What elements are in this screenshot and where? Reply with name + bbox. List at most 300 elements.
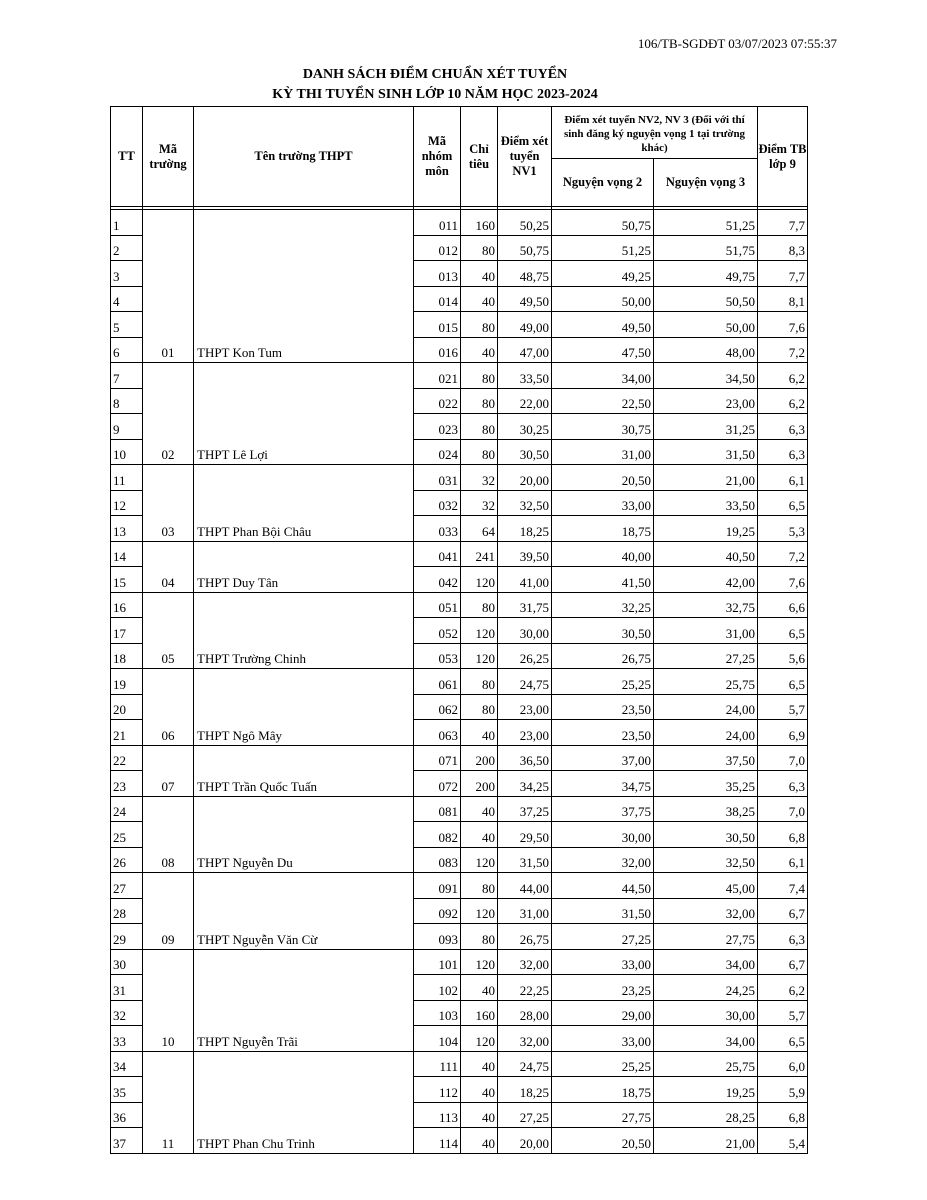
subject-group-code: 103 [414,1000,461,1026]
grade9-average: 7,2 [758,337,808,363]
quota: 80 [461,388,498,414]
quota: 200 [461,771,498,797]
row-number: 5 [111,312,143,338]
subject-group-code: 102 [414,975,461,1001]
score-nv2: 23,50 [552,694,654,720]
score-nv2: 27,75 [552,1102,654,1128]
grade9-average: 6,7 [758,949,808,975]
quota: 80 [461,439,498,465]
score-nv2: 23,25 [552,975,654,1001]
subject-group-code: 111 [414,1051,461,1077]
row-number: 37 [111,1128,143,1154]
quota: 32 [461,465,498,491]
grade9-average: 6,9 [758,720,808,746]
score-nv3: 50,50 [654,286,758,312]
school-code: 11 [143,1051,194,1153]
grade9-average: 7,4 [758,873,808,899]
quota: 32 [461,490,498,516]
quota: 80 [461,873,498,899]
score-nv2: 33,00 [552,490,654,516]
grade9-average: 5,3 [758,516,808,542]
score-nv2: 25,25 [552,1051,654,1077]
score-nv2: 34,75 [552,771,654,797]
score-nv1: 26,25 [498,643,552,669]
school-name: THPT Nguyễn Trãi [194,949,414,1051]
score-nv2: 34,00 [552,363,654,389]
header-chi-tieu: Chỉ tiêu [461,107,498,207]
row-number: 6 [111,337,143,363]
row-number: 28 [111,898,143,924]
quota: 80 [461,235,498,261]
score-nv3: 51,25 [654,210,758,236]
subject-group-code: 013 [414,261,461,287]
school-code: 08 [143,796,194,873]
school-code: 05 [143,592,194,669]
score-nv3: 34,00 [654,949,758,975]
grade9-average: 6,8 [758,1102,808,1128]
score-nv3: 23,00 [654,388,758,414]
row-number: 14 [111,541,143,567]
score-nv2: 29,00 [552,1000,654,1026]
subject-group-code: 062 [414,694,461,720]
row-number: 10 [111,439,143,465]
grade9-average: 6,3 [758,439,808,465]
score-nv3: 30,50 [654,822,758,848]
score-nv3: 25,75 [654,1051,758,1077]
score-nv1: 39,50 [498,541,552,567]
row-number: 30 [111,949,143,975]
score-nv2: 51,25 [552,235,654,261]
table-row [111,541,808,567]
quota: 40 [461,796,498,822]
score-nv2: 37,75 [552,796,654,822]
score-nv1: 34,25 [498,771,552,797]
score-nv3: 31,00 [654,618,758,644]
grade9-average: 6,3 [758,924,808,950]
row-number: 1 [111,210,143,236]
grade9-average: 6,3 [758,414,808,440]
score-nv2: 50,00 [552,286,654,312]
score-nv2: 30,50 [552,618,654,644]
row-number: 23 [111,771,143,797]
header-nv2: Nguyện vọng 2 [552,159,654,207]
score-nv3: 51,75 [654,235,758,261]
score-nv1: 22,00 [498,388,552,414]
grade9-average: 7,6 [758,567,808,593]
quota: 64 [461,516,498,542]
table-row [111,745,808,771]
score-nv1: 20,00 [498,465,552,491]
score-nv1: 49,00 [498,312,552,338]
score-nv3: 24,00 [654,694,758,720]
table-row [111,465,808,491]
grade9-average: 6,7 [758,898,808,924]
score-nv3: 28,25 [654,1102,758,1128]
quota: 241 [461,541,498,567]
school-name: THPT Trần Quốc Tuấn [194,745,414,796]
grade9-average: 8,3 [758,235,808,261]
row-number: 32 [111,1000,143,1026]
grade9-average: 6,5 [758,618,808,644]
quota: 80 [461,414,498,440]
subject-group-code: 101 [414,949,461,975]
subject-group-code: 112 [414,1077,461,1103]
table-row [111,873,808,899]
score-nv2: 22,50 [552,388,654,414]
grade9-average: 6,2 [758,975,808,1001]
score-nv1: 24,75 [498,669,552,695]
row-number: 26 [111,847,143,873]
school-code: 07 [143,745,194,796]
row-number: 27 [111,873,143,899]
row-number: 15 [111,567,143,593]
subject-group-code: 093 [414,924,461,950]
subject-group-code: 032 [414,490,461,516]
score-nv3: 38,25 [654,796,758,822]
grade9-average: 5,7 [758,694,808,720]
score-nv2: 49,50 [552,312,654,338]
score-nv1: 31,00 [498,898,552,924]
quota: 40 [461,286,498,312]
score-nv3: 49,75 [654,261,758,287]
score-nv1: 48,75 [498,261,552,287]
quota: 160 [461,210,498,236]
table-row [111,796,808,822]
score-nv3: 31,50 [654,439,758,465]
row-number: 29 [111,924,143,950]
subject-group-code: 083 [414,847,461,873]
score-nv1: 49,50 [498,286,552,312]
grade9-average: 7,7 [758,210,808,236]
score-nv3: 35,25 [654,771,758,797]
subject-group-code: 042 [414,567,461,593]
row-number: 21 [111,720,143,746]
header-ten-truong: Tên trường THPT [194,107,414,207]
subject-group-code: 061 [414,669,461,695]
score-nv3: 34,50 [654,363,758,389]
score-nv2: 30,00 [552,822,654,848]
score-nv3: 19,25 [654,516,758,542]
score-nv1: 23,00 [498,694,552,720]
subject-group-code: 016 [414,337,461,363]
score-nv2: 47,50 [552,337,654,363]
score-nv3: 19,25 [654,1077,758,1103]
school-name: THPT Lê Lợi [194,363,414,465]
header-diem-nv1: Điểm xét tuyển NV1 [498,107,552,207]
subject-group-code: 082 [414,822,461,848]
score-nv2: 33,00 [552,949,654,975]
score-nv1: 29,50 [498,822,552,848]
score-nv1: 18,25 [498,1077,552,1103]
subject-group-code: 072 [414,771,461,797]
score-nv1: 27,25 [498,1102,552,1128]
subject-group-code: 015 [414,312,461,338]
score-nv2: 26,75 [552,643,654,669]
school-code: 09 [143,873,194,950]
school-name: THPT Trường Chinh [194,592,414,669]
score-nv2: 33,00 [552,1026,654,1052]
score-nv2: 49,25 [552,261,654,287]
row-number: 8 [111,388,143,414]
score-nv1: 41,00 [498,567,552,593]
score-nv1: 24,75 [498,1051,552,1077]
school-code: 06 [143,669,194,746]
subject-group-code: 024 [414,439,461,465]
score-nv1: 20,00 [498,1128,552,1154]
subject-group-code: 091 [414,873,461,899]
grade9-average: 6,6 [758,592,808,618]
score-nv3: 30,00 [654,1000,758,1026]
subject-group-code: 022 [414,388,461,414]
score-nv1: 30,00 [498,618,552,644]
row-number: 24 [111,796,143,822]
score-nv3: 21,00 [654,1128,758,1154]
school-name: THPT Nguyễn Văn Cừ [194,873,414,950]
subject-group-code: 104 [414,1026,461,1052]
subject-group-code: 063 [414,720,461,746]
score-nv3: 32,50 [654,847,758,873]
quota: 120 [461,618,498,644]
score-nv2: 31,00 [552,439,654,465]
score-nv3: 21,00 [654,465,758,491]
score-nv1: 30,50 [498,439,552,465]
school-code: 04 [143,541,194,592]
table-row [111,1051,808,1077]
subject-group-code: 031 [414,465,461,491]
row-number: 18 [111,643,143,669]
quota: 200 [461,745,498,771]
score-nv3: 42,00 [654,567,758,593]
grade9-average: 6,1 [758,847,808,873]
row-number: 4 [111,286,143,312]
score-nv2: 31,50 [552,898,654,924]
score-nv2: 18,75 [552,1077,654,1103]
header-tt: TT [111,107,143,207]
grade9-average: 6,1 [758,465,808,491]
table-body [111,210,808,1154]
score-nv2: 41,50 [552,567,654,593]
subject-group-code: 011 [414,210,461,236]
row-number: 7 [111,363,143,389]
score-nv1: 50,75 [498,235,552,261]
score-nv1: 26,75 [498,924,552,950]
school-name: THPT Nguyễn Du [194,796,414,873]
row-number: 36 [111,1102,143,1128]
header-ma-nhom-mon: Mã nhóm môn [414,107,461,207]
score-nv1: 32,50 [498,490,552,516]
score-nv2: 27,25 [552,924,654,950]
school-code: 10 [143,949,194,1051]
quota: 40 [461,1077,498,1103]
quota: 80 [461,669,498,695]
row-number: 2 [111,235,143,261]
score-nv3: 27,75 [654,924,758,950]
school-name: THPT Duy Tân [194,541,414,592]
grade9-average: 5,4 [758,1128,808,1154]
grade9-average: 6,8 [758,822,808,848]
score-nv3: 37,50 [654,745,758,771]
quota: 40 [461,261,498,287]
grade9-average: 5,9 [758,1077,808,1103]
score-nv1: 47,00 [498,337,552,363]
grade9-average: 7,6 [758,312,808,338]
score-nv1: 50,25 [498,210,552,236]
score-nv1: 32,00 [498,949,552,975]
row-number: 3 [111,261,143,287]
school-name: THPT Phan Bội Châu [194,465,414,542]
quota: 80 [461,694,498,720]
table-row [111,210,808,236]
row-number: 12 [111,490,143,516]
score-nv1: 32,00 [498,1026,552,1052]
row-number: 33 [111,1026,143,1052]
score-nv2: 18,75 [552,516,654,542]
quota: 80 [461,312,498,338]
document-title: DANH SÁCH ĐIỂM CHUẨN XÉT TUYỂN [302,67,568,82]
row-number: 31 [111,975,143,1001]
grade9-average: 6,3 [758,771,808,797]
header-diem-tb: Điểm TB lớp 9 [758,107,808,207]
subject-group-code: 033 [414,516,461,542]
row-number: 35 [111,1077,143,1103]
row-number: 13 [111,516,143,542]
header-nv3: Nguyện vọng 3 [654,159,758,207]
header-nv-group: Điểm xét tuyển NV2, NV 3 (Đối với thí sinh đăng ký nguyện vọng 1 tại trường khác) [552,107,758,159]
school-name: THPT Kon Tum [194,210,414,363]
school-code: 01 [143,210,194,363]
table-row [111,949,808,975]
quota: 40 [461,720,498,746]
score-nv3: 33,50 [654,490,758,516]
grade9-average: 6,5 [758,1026,808,1052]
subject-group-code: 081 [414,796,461,822]
quota: 120 [461,898,498,924]
subject-group-code: 071 [414,745,461,771]
grade9-average: 8,1 [758,286,808,312]
score-nv2: 44,50 [552,873,654,899]
score-nv3: 32,00 [654,898,758,924]
quota: 40 [461,1128,498,1154]
score-nv2: 32,25 [552,592,654,618]
quota: 40 [461,1051,498,1077]
score-nv2: 20,50 [552,1128,654,1154]
quota: 40 [461,1102,498,1128]
grade9-average: 6,2 [758,388,808,414]
quota: 120 [461,847,498,873]
subject-group-code: 114 [414,1128,461,1154]
quota: 80 [461,592,498,618]
score-nv3: 31,25 [654,414,758,440]
quota: 40 [461,975,498,1001]
score-nv2: 32,00 [552,847,654,873]
subject-group-code: 021 [414,363,461,389]
document-reference: 106/TB-SGDĐT 03/07/2023 07:55:37 [637,36,837,51]
row-number: 17 [111,618,143,644]
score-nv1: 44,00 [498,873,552,899]
grade9-average: 6,2 [758,363,808,389]
score-nv1: 31,50 [498,847,552,873]
score-nv2: 50,75 [552,210,654,236]
score-nv1: 33,50 [498,363,552,389]
score-nv2: 23,50 [552,720,654,746]
school-name: THPT Phan Chu Trinh [194,1051,414,1153]
quota: 160 [461,1000,498,1026]
quota: 40 [461,822,498,848]
score-nv3: 25,75 [654,669,758,695]
school-code: 02 [143,363,194,465]
school-code: 03 [143,465,194,542]
score-nv3: 32,75 [654,592,758,618]
score-nv1: 28,00 [498,1000,552,1026]
score-nv2: 40,00 [552,541,654,567]
table-row [111,363,808,389]
subject-group-code: 051 [414,592,461,618]
admission-scores-table [110,106,808,1154]
table-row [111,669,808,695]
grade9-average: 7,0 [758,745,808,771]
row-number: 34 [111,1051,143,1077]
table-row [111,592,808,618]
score-nv3: 50,00 [654,312,758,338]
grade9-average: 6,5 [758,669,808,695]
document-subtitle: KỲ THI TUYỂN SINH LỚP 10 NĂM HỌC 2023-2024 [272,87,598,102]
quota: 80 [461,363,498,389]
score-nv1: 36,50 [498,745,552,771]
score-nv2: 20,50 [552,465,654,491]
school-name: THPT Ngô Mây [194,669,414,746]
subject-group-code: 041 [414,541,461,567]
grade9-average: 7,7 [758,261,808,287]
score-nv3: 24,25 [654,975,758,1001]
row-number: 25 [111,822,143,848]
score-nv1: 30,25 [498,414,552,440]
row-number: 19 [111,669,143,695]
grade9-average: 5,7 [758,1000,808,1026]
subject-group-code: 092 [414,898,461,924]
score-nv3: 24,00 [654,720,758,746]
subject-group-code: 113 [414,1102,461,1128]
score-nv2: 25,25 [552,669,654,695]
score-nv3: 27,25 [654,643,758,669]
score-nv3: 45,00 [654,873,758,899]
score-nv3: 48,00 [654,337,758,363]
grade9-average: 6,5 [758,490,808,516]
row-number: 16 [111,592,143,618]
score-nv1: 37,25 [498,796,552,822]
grade9-average: 5,6 [758,643,808,669]
quota: 120 [461,567,498,593]
grade9-average: 6,0 [758,1051,808,1077]
score-nv2: 37,00 [552,745,654,771]
subject-group-code: 053 [414,643,461,669]
quota: 120 [461,949,498,975]
quota: 80 [461,924,498,950]
row-number: 20 [111,694,143,720]
score-nv2: 30,75 [552,414,654,440]
row-number: 11 [111,465,143,491]
row-number: 9 [111,414,143,440]
header-ma-truong: Mã trường [143,107,194,207]
grade9-average: 7,0 [758,796,808,822]
quota: 120 [461,643,498,669]
quota: 120 [461,1026,498,1052]
quota: 40 [461,337,498,363]
score-nv1: 22,25 [498,975,552,1001]
subject-group-code: 012 [414,235,461,261]
score-nv3: 40,50 [654,541,758,567]
score-nv1: 18,25 [498,516,552,542]
subject-group-code: 023 [414,414,461,440]
